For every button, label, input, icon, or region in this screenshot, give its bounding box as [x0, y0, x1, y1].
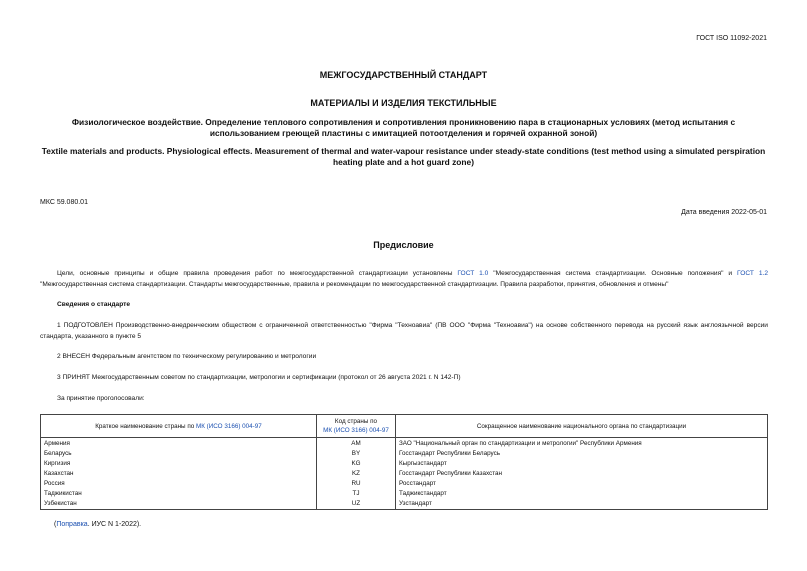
standards-body: Кыргызстандарт [396, 459, 768, 469]
title-russian: Физиологическое воздействие. Определение теплового сопротивления и сопротивления проникновению пара в стационарных условиях (метод испытания с использованием греющей пластины с имитацией потоотделения и горячей охранной зоной) [71, 117, 736, 138]
country-code: KZ [317, 469, 396, 479]
country-name: Киргизия [41, 459, 317, 469]
country-name: Узбекистан [41, 499, 317, 510]
amendment-note: (Поправка. ИУС N 1-2022). [54, 521, 142, 528]
effective-date: Дата введения 2022-05-01 [681, 209, 767, 216]
amendment-link[interactable]: Поправка [56, 521, 88, 528]
table-row [41, 469, 768, 479]
mk-iso-link-2[interactable]: МК (ИСО 3166) 004-97 [323, 427, 389, 434]
intro-text-2: "Межгосударственная система стандартизации. Основные положения" и [488, 270, 738, 277]
item-submitted: 2 ВНЕСЕН Федеральным агентством по техническому регулированию и метрологии [57, 353, 317, 360]
table-header-row [41, 415, 768, 438]
table-row [41, 449, 768, 459]
subject-heading: МАТЕРИАЛЫ И ИЗДЕЛИЯ ТЕКСТИЛЬНЫЕ [310, 98, 497, 108]
standards-body: Госстандарт Республики Беларусь [396, 449, 768, 459]
countries-table [40, 414, 768, 510]
standards-body: Росстандарт [396, 479, 768, 489]
intro-text-1: Цели, основные принципы и общие правила проведения работ по межгосударственной стандартизации установлены [57, 270, 458, 277]
country-name: Казахстан [41, 469, 317, 479]
table-row [41, 459, 768, 469]
mk-iso-link[interactable]: МК (ИСО 3166) 004-97 [195, 422, 262, 430]
table-row [41, 489, 768, 499]
country-code: RU [317, 479, 396, 489]
country-name: Армения [41, 438, 317, 450]
document-code: ГОСТ ISO 11092-2021 [696, 35, 767, 42]
voted-label: За принятие проголосовали: [57, 395, 145, 402]
standards-body: Узстандарт [396, 499, 768, 510]
table-row [41, 479, 768, 489]
foreword-intro [40, 268, 768, 290]
country-code: BY [317, 449, 396, 459]
table-row [41, 499, 768, 510]
foreword-heading: Предисловие [373, 240, 434, 250]
title-english: Textile materials and products. Physiological effects. Measurement of thermal and water-vapour resistance under steady-state conditions (test method using a simulated perspiration heating plate and a hot guard zone) [41, 146, 766, 167]
country-name: Таджикистан [41, 489, 317, 499]
gost-1-2-link[interactable]: ГОСТ 1.2 [737, 270, 768, 277]
country-code: KG [317, 459, 396, 469]
standards-body: Таджикстандарт [396, 489, 768, 499]
item-adopted: 3 ПРИНЯТ Межгосударственным советом по стандартизации, метрологии и сертификации (протокол от 26 августа 2021 г. N 142-П) [57, 374, 461, 381]
header-country-code: Код страны по МК (ИСО 3166) 004-97 [317, 415, 396, 438]
country-code: TJ [317, 489, 396, 499]
header-country-name: Краткое наименование страны по МК (ИСО 3166) 004-97 [41, 415, 317, 438]
table-row [41, 438, 768, 450]
country-code: UZ [317, 499, 396, 510]
item-prepared: 1 ПОДГОТОВЛЕН Производственно-внедренческим обществом с ограниченной ответственностью "Фирма "Техноавиа" (ПВ ООО "Фирма "Техноавиа") на основе собственного перевода на русский язык англоязычной версии стандарта, указанного в пункте 5 [40, 322, 768, 340]
header-standards-body: Сокращенное наименование национального органа по стандартизации [396, 415, 768, 438]
country-code: AM [317, 438, 396, 450]
country-name: Россия [41, 479, 317, 489]
country-name: Беларусь [41, 449, 317, 459]
intro-text-3: "Межгосударственная система стандартизации. Стандарты межгосударственные, правила и рекомендации по межгосударственной стандартизации. Правила разработки, принятия, обновления и отмены" [40, 281, 669, 288]
gost-1-0-link[interactable]: ГОСТ 1.0 [457, 270, 489, 277]
standard-info-heading: Сведения о стандарте [57, 301, 131, 308]
standards-body: ЗАО "Национальный орган по стандартизации и метрологии" Республики Армения [396, 438, 768, 450]
standards-body: Госстандарт Республики Казахстан [396, 469, 768, 479]
mks-code: МКС 59.080.01 [40, 199, 88, 206]
standard-type-heading: МЕЖГОСУДАРСТВЕННЫЙ СТАНДАРТ [319, 70, 488, 80]
